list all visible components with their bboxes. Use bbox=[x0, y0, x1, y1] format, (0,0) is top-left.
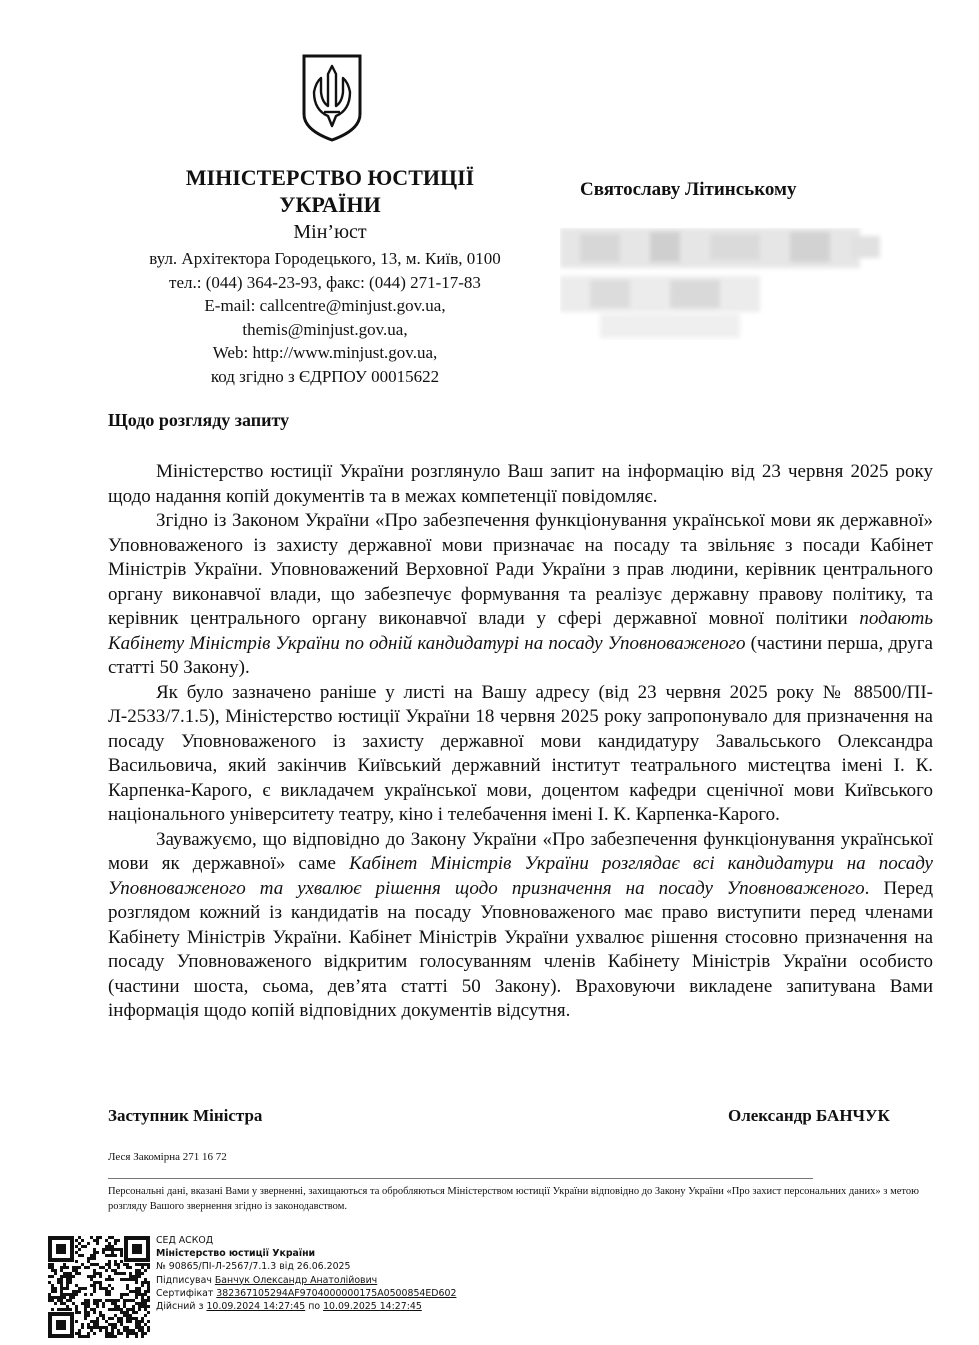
stamp-system: СЕД АСКОД bbox=[156, 1235, 214, 1246]
stamp-reg-number: № 90865/ПІ-Л-2567/7.1.3 від 26.06.2025 bbox=[156, 1261, 351, 1273]
paragraph-4-tail: . Перед розглядом кожний із кандидатів на посаду Уповноваженого має право виступити перед членами Кабінету Міністрів України. Кабінет Міністрів України ухвалює рішення стосовно призначення на посаду Уповноваженого відкритим голосуванням членів Кабінету Міністрів України особисто (частини шоста, сьома, дев’ята статті 50 Закону). Враховуючи викладене запитувана Вами інформація щодо копій відповідних документів відсутня. bbox=[108, 877, 933, 1021]
stamp-valid-to: 10.09.2025 14:27:45 bbox=[323, 1301, 422, 1313]
organization-name-line1: МІНІСТЕРСТВО ЮСТИЦІЇ bbox=[185, 165, 475, 190]
paragraph-4-text: Зауважуємо, що відповідно до Закону України «Про забезпечення функціонування української мови як державної» саме bbox=[108, 828, 933, 874]
personal-data-notice: Персональні дані, вказані Вами у зверненні, захищаються та обробляються Міністерством юстиції України відповідно до Закону України «Про захист персональних даних» з метою розгляду Вашого звернення згідно із законодавством. bbox=[108, 1186, 919, 1212]
recipient-name: Святославу Літинському bbox=[580, 179, 797, 200]
signatory-position: Заступник Міністра bbox=[108, 1106, 263, 1125]
stamp-cert: 382367105294AF9704000000175A0500854ED602 bbox=[216, 1287, 457, 1299]
footer-divider bbox=[108, 1178, 813, 1179]
stamp-organization: Міністерство юстиції України bbox=[156, 1248, 316, 1260]
paragraph-4-emphasis: Кабінет Міністрів України розглядає всі кандидатури на посаду Уповноваженого та ухвалює рішення щодо призначення на посаду Уповноваженого bbox=[108, 853, 933, 899]
organization-name bbox=[120, 164, 540, 218]
coat-of-arms-icon bbox=[300, 52, 364, 142]
paragraph-4 bbox=[108, 828, 933, 1024]
stamp-signer: Банчук Олександр Анатолійович bbox=[214, 1274, 378, 1286]
paragraph-1: Міністерство юстиції України розглянуло Ваш запит на інформацію від 23 червня 2025 року щодо надання копій документів та в межах компетенції повідомляє. bbox=[108, 461, 933, 507]
paragraph-2 bbox=[108, 509, 933, 681]
stamp-validity-row bbox=[156, 1300, 456, 1313]
stamp-signer-label: Підписувач bbox=[156, 1274, 212, 1286]
stamp-valid-from: 10.09.2024 14:27:45 bbox=[206, 1301, 306, 1313]
organization-name-line2: УКРАЇНИ bbox=[279, 192, 381, 217]
contact-email: E-mail: callcentre@minjust.gov.ua, bbox=[204, 296, 446, 315]
executor-contact: Леся Закомірна 271 16 72 bbox=[108, 1151, 227, 1163]
letter-body bbox=[108, 460, 933, 1024]
contact-address: вул. Архітектора Городецького, 13, м. Київ, 0100 bbox=[149, 249, 501, 268]
paragraph-2-tail: (частини перша, друга статті 50 Закону). bbox=[108, 632, 933, 678]
contact-web: Web: http://www.minjust.gov.ua, bbox=[212, 343, 438, 362]
letter-subject: Щодо розгляду запиту bbox=[108, 410, 290, 430]
contact-email-2: themis@minjust.gov.ua, bbox=[242, 319, 408, 339]
organization-contacts bbox=[105, 247, 545, 388]
contact-edrpou: код згідно з ЄДРПОУ 00015622 bbox=[210, 366, 440, 386]
paragraph-3: Як було зазначено раніше у листі на Вашу адресу (від 23 червня 2025 року № 88500/ПІ-Л-2533/7.1.5), Міністерство юстиції України 18 червня 2025 року запропонувало для призначення на посаду Уповноваженого із захисту державної мови кандидатуру Завальського Олександра Васильовича, який закінчив Київський державний інститут театрального мистецтва імені І. К. Карпенка-Карого, є викладачем української мови, доцентом кафедри сценічної мови Київського національного університету театру, кіно і телебачення імені І. К. Карпенка-Карого. bbox=[108, 681, 933, 825]
redacted-address bbox=[560, 228, 890, 340]
paragraph-2-emphasis: подають Кабінету Міністрів України по одній кандидатурі на посаду Уповноваженого bbox=[108, 608, 933, 654]
stamp-cert-row bbox=[156, 1287, 456, 1300]
contact-phone: тел.: (044) 364-23-93, факс: (044) 271-17-83 bbox=[169, 272, 481, 292]
stamp-valid-label: Дійсний з bbox=[156, 1301, 204, 1313]
stamp-valid-to-label: по bbox=[308, 1301, 321, 1313]
qr-code-icon bbox=[48, 1236, 150, 1338]
e-signature-stamp bbox=[156, 1234, 456, 1313]
paragraph-2-text: Згідно із Законом України «Про забезпечення функціонування української мови як державної» Уповноваженого із захисту державної мови призначає на посаду та звільняє з посади Кабінет Міністрів України. Уповноважений Верховної Ради України з прав людини, керівник центрального органу виконавчої влади, що забезпечує формування та реалізує державну правову політику, та керівник центрального органу виконавчої влади у сфері державної мовної політики bbox=[108, 510, 933, 629]
stamp-cert-label: Сертифікат bbox=[156, 1287, 214, 1299]
signatory-name: Олександр БАНЧУК bbox=[728, 1106, 890, 1125]
organization-short-name: Мін’юст bbox=[293, 221, 367, 243]
stamp-signer-row bbox=[156, 1274, 456, 1287]
